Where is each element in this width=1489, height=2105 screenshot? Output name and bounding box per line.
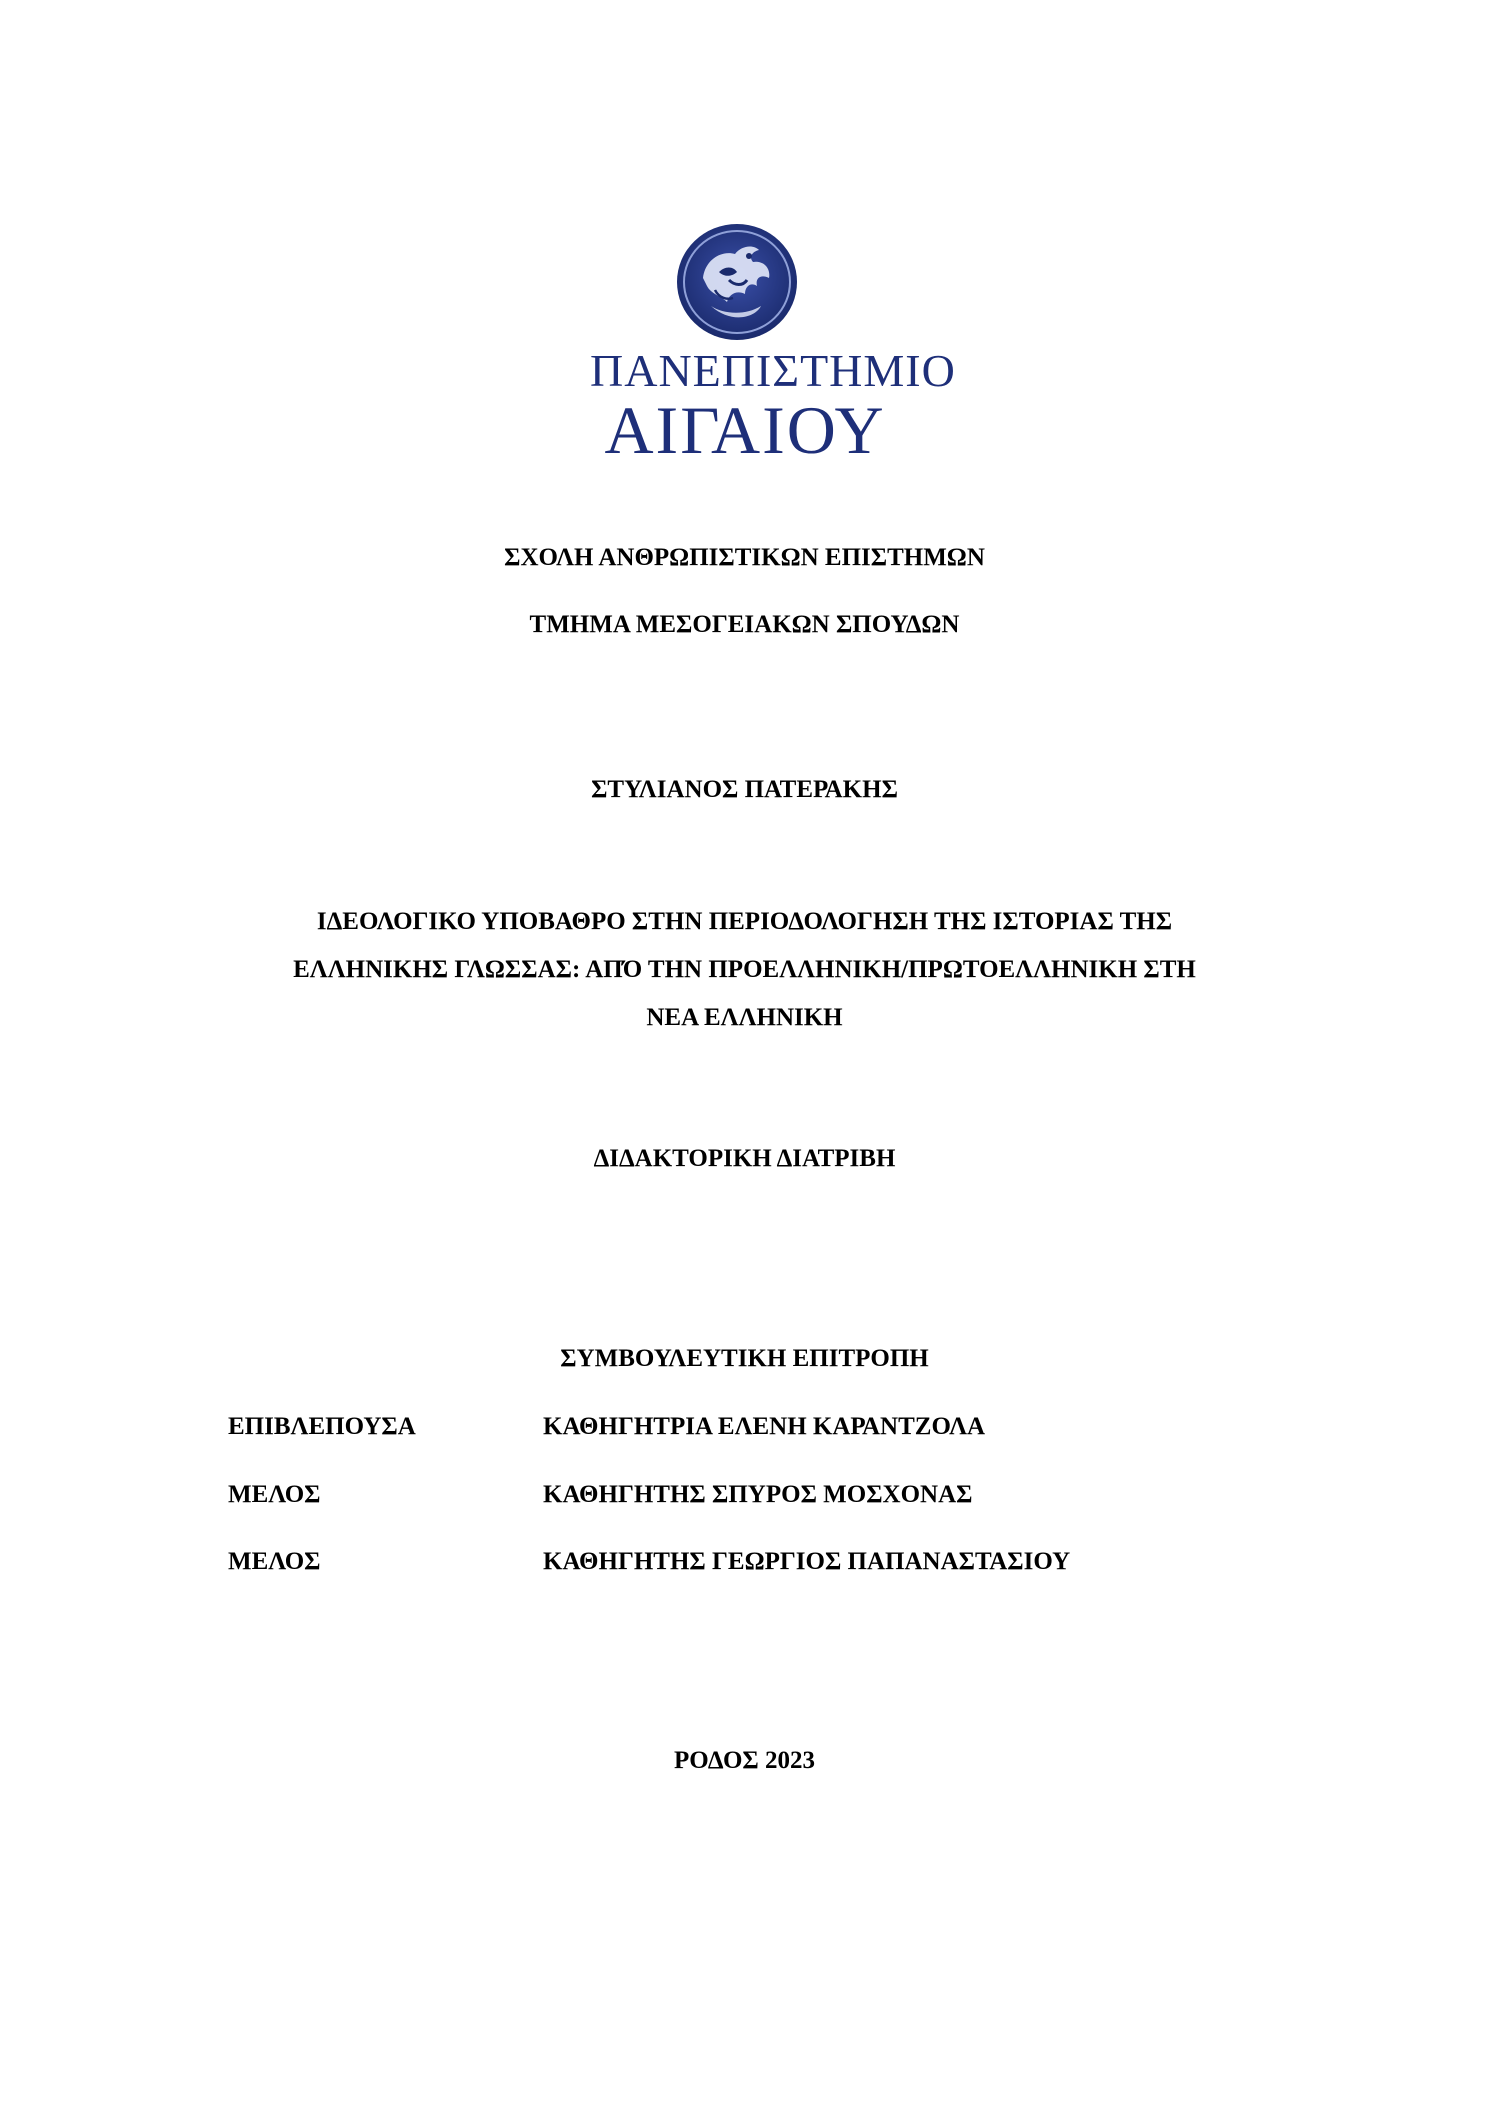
place-and-year: ΡΟΔΟΣ 2023 (674, 1747, 815, 1774)
logo-text-line1: ΠΑΝΕΠΙΣΤΗΜΙΟ (590, 345, 956, 396)
thesis-title-line: ΕΛΛΗΝΙΚΗΣ ΓΛΩΣΣΑΣ: ΑΠΌ ΤΗΝ ΠΡΟΕΛΛΗΝΙΚΗ/ΠΡΩΤΟΕΛΛΗΝΙΚΗ ΣΤΗ (293, 956, 1196, 983)
committee-member-role: ΕΠΙΒΛΕΠΟΥΣΑ (228, 1413, 416, 1440)
university-logo (590, 220, 956, 468)
school-name: ΣΧΟΛΗ ΑΝΘΡΩΠΙΣΤΙΚΩΝ ΕΠΙΣΤΗΜΩΝ (504, 544, 985, 571)
university-seal-icon (675, 220, 799, 344)
logo-text-line2: ΑΙΓΑΙΟΥ (604, 392, 886, 468)
thesis-title-line: ΙΔΕΟΛΟΓΙΚΟ ΥΠΟΒΑΘΡΟ ΣΤΗΝ ΠΕΡΙΟΔΟΛΟΓΗΣΗ ΤΗΣ ΙΣΤΟΡΙΑΣ ΤΗΣ (316, 908, 1173, 935)
committee-member-name: ΚΑΘΗΓΗΤΡΙΑ ΕΛΕΝΗ ΚΑΡΑΝΤΖΟΛΑ (543, 1413, 986, 1440)
document-type: ΔΙΔΑΚΤΟΡΙΚΗ ΔΙΑΤΡΙΒΗ (593, 1145, 896, 1172)
thesis-title-line: ΝΕΑ ΕΛΛΗΝΙΚΗ (646, 1004, 843, 1031)
committee-member-name: ΚΑΘΗΓΗΤΗΣ ΣΠΥΡΟΣ ΜΟΣΧΟΝΑΣ (543, 1481, 973, 1508)
committee-member-role: ΜΕΛΟΣ (228, 1481, 321, 1508)
department-name: ΤΜΗΜΑ ΜΕΣΟΓΕΙΑΚΩΝ ΣΠΟΥΔΩΝ (529, 611, 960, 638)
committee-member-role: ΜΕΛΟΣ (228, 1548, 321, 1575)
thesis-title (200, 898, 1289, 1042)
author-name: ΣΤΥΛΙΑΝΟΣ ΠΑΤΕΡΑΚΗΣ (591, 776, 898, 803)
committee-heading: ΣΥΜΒΟΥΛΕΥΤΙΚΗ ΕΠΙΤΡΟΠΗ (560, 1345, 929, 1372)
committee-member-name: ΚΑΘΗΓΗΤΗΣ ΓΕΩΡΓΙΟΣ ΠΑΠΑΝΑΣΤΑΣΙΟΥ (543, 1548, 1071, 1575)
